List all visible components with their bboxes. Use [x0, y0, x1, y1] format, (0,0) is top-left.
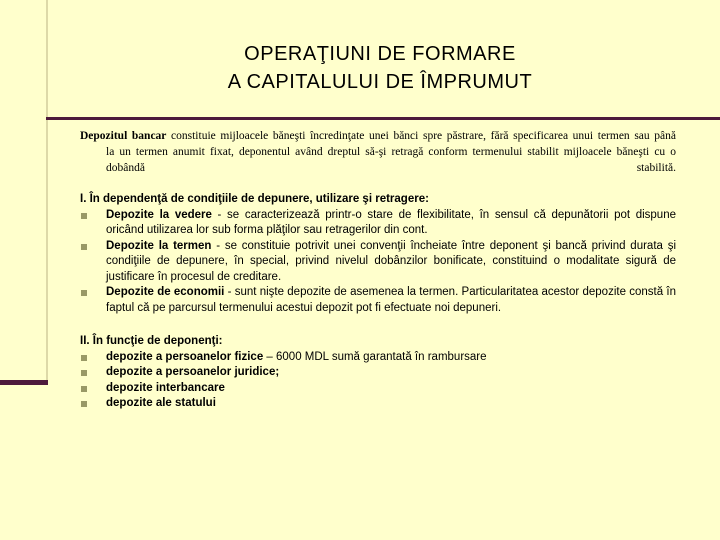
section-depositors: [80, 334, 676, 412]
list-item: [80, 396, 676, 412]
title-line-2: A CAPITALULUI DE ÎMPRUMUT: [227, 71, 533, 93]
section-conditions-title: I. În dependenţă de condiţiile de depunere, utilizare şi retragere:: [80, 193, 429, 205]
title-divider: [46, 117, 720, 120]
item-text: – 6000 MDL sumă garantată în rambursare: [263, 350, 487, 363]
list-item: [80, 285, 676, 316]
left-band: [0, 0, 48, 383]
section-depositors-title: II. În funcţie de deponenţi:: [80, 335, 223, 347]
square-bullet-icon: [81, 244, 87, 250]
square-bullet-icon: [81, 370, 87, 376]
item-text: - sunt nişte depozite de asemenea la termen. Particularitatea acestor depozite constă în faptul că pe parcursul termenului acestui depozit pot fi efectuate noi depuneri.: [106, 286, 676, 314]
slide-title: [60, 40, 700, 96]
definition-first-line: [80, 128, 676, 144]
square-bullet-icon: [81, 290, 87, 296]
item-term: depozite ale statului: [106, 397, 216, 409]
list-item: [80, 381, 676, 397]
list-item: [80, 208, 676, 239]
list-item: [80, 365, 676, 381]
definition-text-line1: constituie mijloacele băneşti încredinţate unei bănci spre păstrare, fără specificarea unui termen sau până: [166, 130, 676, 142]
item-term: Depozite la termen: [106, 239, 212, 252]
list-item: [80, 350, 676, 366]
item-term: Depozite de economii: [106, 286, 225, 298]
definition-term: Depozitul bancar: [80, 130, 167, 142]
item-term: depozite a persoanelor juridice;: [106, 366, 280, 378]
square-bullet-icon: [81, 355, 87, 361]
square-bullet-icon: [81, 401, 87, 407]
left-accent-bar: [0, 380, 48, 385]
square-bullet-icon: [81, 386, 87, 392]
definition-paragraph: [80, 128, 676, 176]
item-term: depozite a persoanelor fizice: [106, 350, 264, 363]
list-item: [80, 239, 676, 286]
item-text: - se caracterizează printr-o stare de flexibilitate, în sensul că depunătorii pot dispune oricând utilizarea lor sub forma plăţilor sau retragerilor din cont.: [106, 208, 676, 236]
title-line-1: OPERAŢIUNI DE FORMARE: [244, 43, 516, 65]
section-conditions: [80, 192, 676, 316]
item-term: depozite interbancare: [106, 381, 225, 394]
item-term: Depozite la vedere: [106, 208, 212, 221]
definition-text-rest: la un termen anumit fixat, deponentul având dreptul să-şi retragă conform termenului stabilit mijloacele băneşti cu o dobândă stabilită.: [106, 146, 676, 174]
item-text: - se constituie potrivit unei convenţii încheiate între deponent şi bancă privind durata şi condiţiile de depunere, în special, privind nivelul dobânzilor bonificate, constituind o modalitate sigură de justificare în procesul de creditare.: [106, 239, 676, 283]
square-bullet-icon: [81, 213, 87, 219]
